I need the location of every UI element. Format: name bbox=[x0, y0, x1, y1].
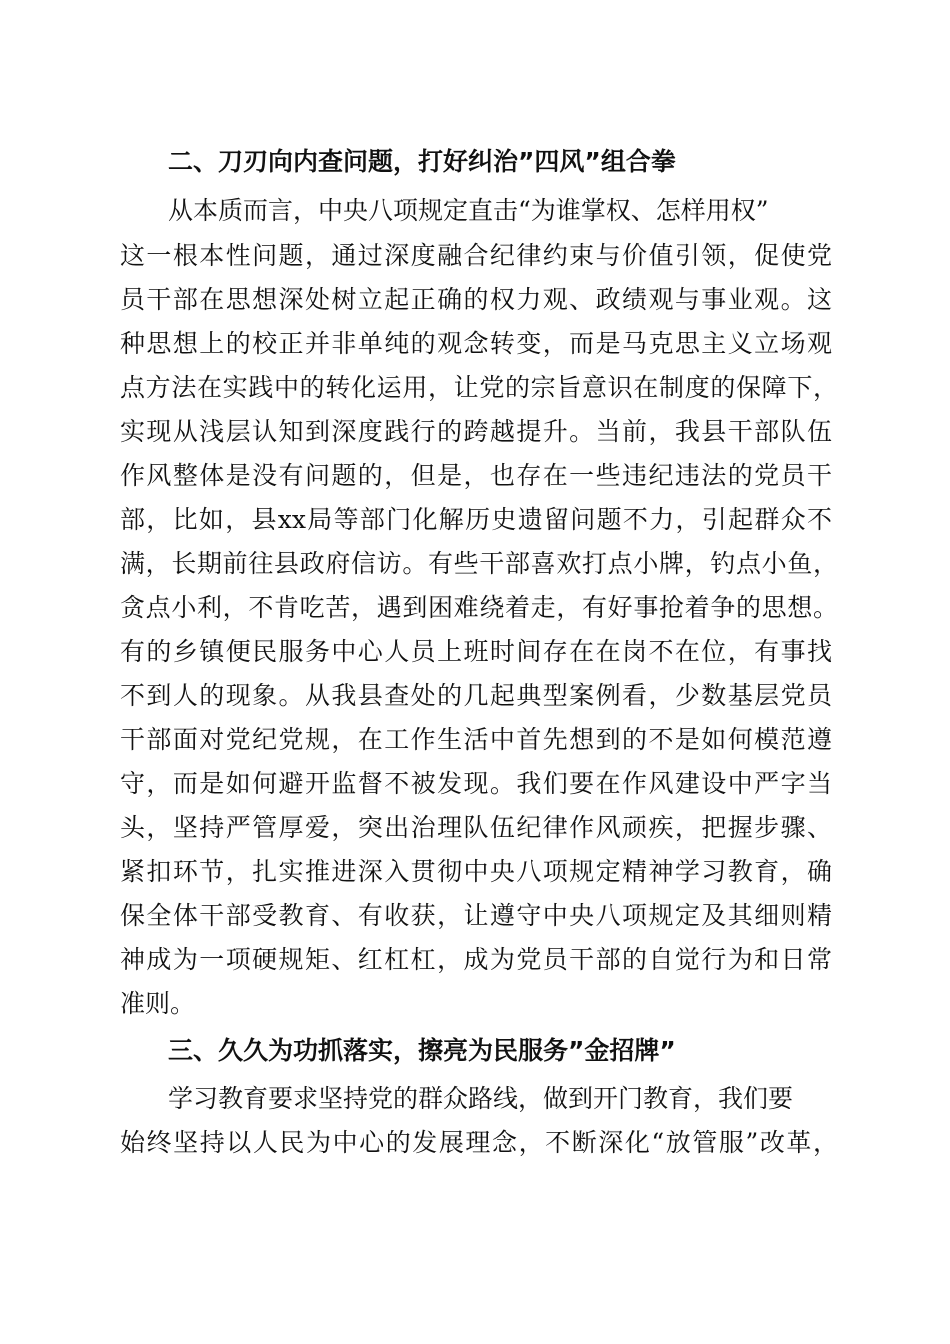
paragraph-line: 点方法在实践中的转化运用，让党的宗旨意识在制度的保障下， bbox=[120, 373, 838, 402]
paragraph-line: 贪点小利，不肯吃苦，遇到困难绕着走，有好事抢着争的思想。 bbox=[120, 593, 838, 622]
paragraph-line: 有的乡镇便民服务中心人员上班时间存在在岗不在位，有事找 bbox=[120, 637, 832, 666]
paragraph-line: 始终坚持以人民为中心的发展理念，不断深化“放管服”改革， bbox=[120, 1128, 838, 1157]
paragraph-line: 不到人的现象。从我县查处的几起典型案例看，少数基层党员 bbox=[120, 681, 832, 710]
paragraph-line: 准则。 bbox=[120, 989, 196, 1018]
paragraph-line: 作风整体是没有问题的，但是，也存在一些违纪违法的党员干 bbox=[120, 461, 832, 490]
paragraph-line: 实现从浅层认知到深度践行的跨越提升。当前，我县干部队伍 bbox=[120, 417, 832, 446]
paragraph-line: 干部面对党纪党规，在工作生活中首先想到的不是如何模范遵 bbox=[120, 725, 832, 754]
paragraph-line: 员干部在思想深处树立起正确的权力观、政绩观与事业观。这 bbox=[120, 285, 832, 314]
paragraph-line: 部，比如，县xx局等部门化解历史遗留问题不力，引起群众不 bbox=[120, 505, 832, 534]
paragraph-line: 头，坚持严管厚爱，突出治理队伍纪律作风顽疾，把握步骤、 bbox=[120, 813, 832, 842]
paragraph-line: 学习教育要求坚持党的群众路线，做到开门教育，我们要 bbox=[168, 1084, 794, 1113]
section-2-heading: 二、刀刃向内查问题，打好纠治”四风”组合拳 bbox=[168, 147, 676, 176]
paragraph-line: 保全体干部受教育、有收获，让遵守中央八项规定及其细则精 bbox=[120, 901, 832, 930]
paragraph-line: 从本质而言，中央八项规定直击“为谁掌权、怎样用权” bbox=[168, 196, 769, 225]
section-3-heading: 三、久久为功抓落实，擦亮为民服务”金招牌” bbox=[168, 1036, 676, 1065]
paragraph-line: 紧扣环节，扎实推进深入贯彻中央八项规定精神学习教育，确 bbox=[120, 857, 832, 886]
paragraph-line: 守，而是如何避开监督不被发现。我们要在作风建设中严字当 bbox=[120, 769, 832, 798]
paragraph-line: 神成为一项硬规矩、红杠杠，成为党员干部的自觉行为和日常 bbox=[120, 945, 832, 974]
paragraph-line: 这一根本性问题，通过深度融合纪律约束与价值引领，促使党 bbox=[120, 241, 832, 270]
paragraph-line: 种思想上的校正并非单纯的观念转变，而是马克思主义立场观 bbox=[120, 329, 832, 358]
paragraph-line: 满，长期前往县政府信访。有些干部喜欢打点小牌，钓点小鱼， bbox=[120, 549, 838, 578]
